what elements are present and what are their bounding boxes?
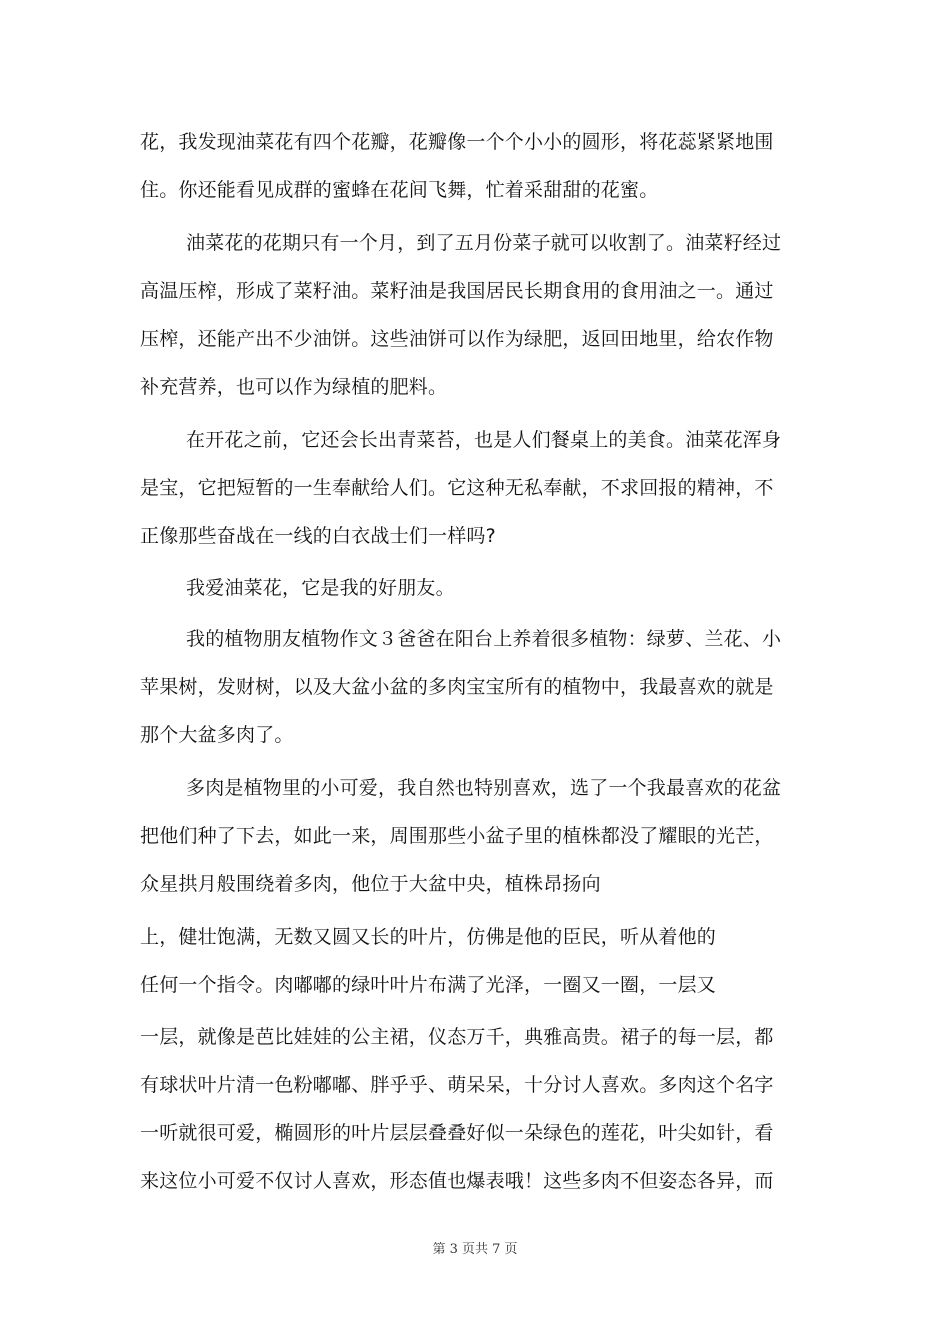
- text-line: 上，健壮饱满，无数又圆又长的叶片，仿佛是他的臣民，听从着他的: [140, 926, 717, 948]
- paragraph-first-line: 多肉是植物里的小可爱，我自然也特别喜欢，选了一个我最喜欢的花盆: [186, 777, 782, 799]
- text-line: 一听就很可爱，椭圆形的叶片层层叠叠好似一朵绿色的莲花，叶尖如针，看: [140, 1122, 774, 1144]
- paragraph-first-line: 我的植物朋友植物作文３爸爸在阳台上养着很多植物：绿萝、兰花、小: [186, 628, 782, 650]
- paragraph-first-line: 油菜花的花期只有一个月，到了五月份菜子就可以收割了。油菜籽经过: [186, 232, 782, 254]
- text-line: 那个大盆多肉了。: [140, 724, 294, 746]
- page-number-footer: 第 3 页共 7 页: [432, 1242, 518, 1257]
- text-line: 花，我发现油菜花有四个花瓣，花瓣像一个个小小的圆形，将花蕊紧紧地围: [140, 131, 774, 153]
- text-line: 来这位小可爱不仅讨人喜欢，形态值也爆表哦！这些多肉不但姿态各异，而: [140, 1170, 774, 1192]
- text-line: 一层，就像是芭比娃娃的公主裙，仪态万千，典雅高贵。裙子的每一层，都: [140, 1026, 774, 1048]
- text-line: 补充营养，也可以作为绿植的肥料。: [140, 376, 448, 398]
- text-line: 苹果树，发财树，以及大盆小盆的多肉宝宝所有的植物中，我最喜欢的就是: [140, 676, 774, 698]
- text-line: 把他们种了下去，如此一来，周围那些小盆子里的植株都没了耀眼的光芒，: [140, 825, 774, 847]
- paragraph-first-line: 我爱油菜花，它是我的好朋友。: [186, 577, 455, 599]
- text-line: 高温压榨，形成了菜籽油。菜籽油是我国居民长期食用的食用油之一。通过: [140, 280, 774, 302]
- text-line: 住。你还能看见成群的蜜蜂在花间飞舞，忙着采甜甜的花蜜。: [140, 179, 659, 201]
- text-line: 压榨，还能产出不少油饼。这些油饼可以作为绿肥，返回田地里，给农作物: [140, 328, 774, 350]
- text-line: 正像那些奋战在一线的白衣战士们一样吗?: [140, 525, 496, 547]
- text-line: 众星拱月般围绕着多肉，他位于大盆中央，植株昂扬向: [140, 873, 601, 895]
- text-line: 是宝，它把短暂的一生奉献给人们。它这种无私奉献，不求回报的精神，不: [140, 477, 774, 499]
- text-line: 任何一个指令。肉嘟嘟的绿叶叶片布满了光泽，一圈又一圈，一层又: [140, 974, 717, 996]
- text-line: 有球状叶片清一色粉嘟嘟、胖乎乎、萌呆呆，十分讨人喜欢。多肉这个名字: [140, 1074, 774, 1096]
- paragraph-first-line: 在开花之前，它还会长出青菜苔，也是人们餐桌上的美食。油菜花浑身: [186, 429, 782, 451]
